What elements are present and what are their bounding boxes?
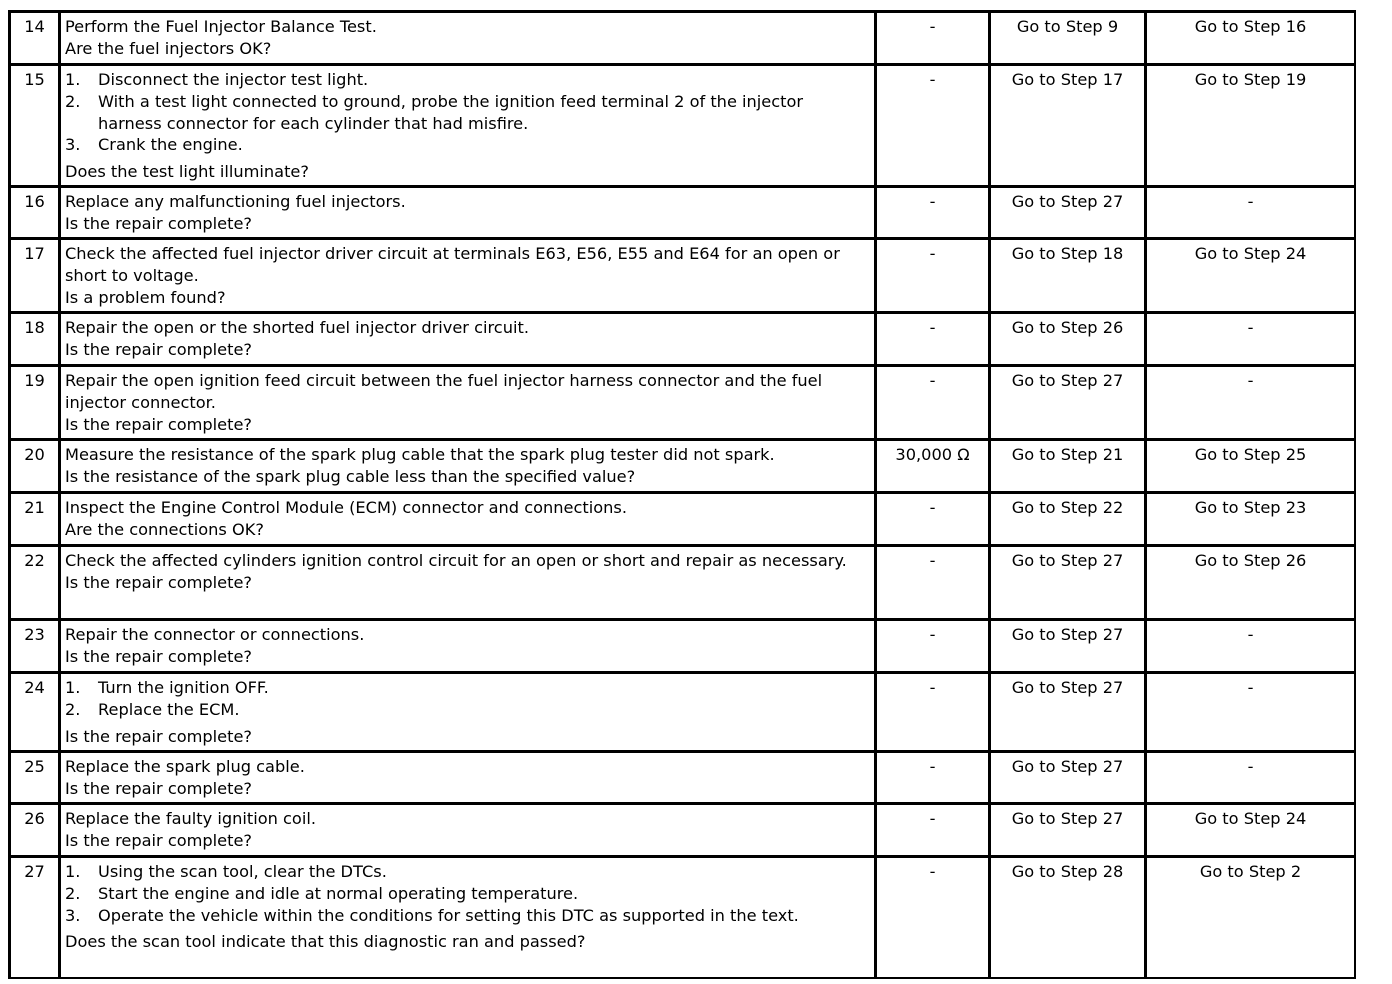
- action-list-item: [65, 91, 870, 135]
- action-question: Are the fuel injectors OK?: [65, 38, 272, 58]
- yes-cell: Go to Step 28: [990, 857, 1146, 979]
- step-number-cell: 17: [10, 239, 60, 313]
- action-question: Is the repair complete?: [65, 646, 253, 666]
- step-number-cell: 21: [10, 493, 60, 546]
- list-item-text: Replace the ECM.: [98, 699, 240, 719]
- table-row: [10, 620, 1356, 673]
- action-instruction: Measure the resistance of the spark plug cable that the spark plug tester did not spark.: [65, 445, 775, 464]
- yes-cell: Go to Step 27: [990, 804, 1146, 857]
- value-cell: -: [876, 620, 990, 673]
- action-question: Is the repair complete?: [65, 572, 253, 592]
- diagnostic-table-container: [8, 10, 1354, 979]
- yes-cell: Go to Step 27: [990, 673, 1146, 752]
- no-cell: Go to Step 23: [1146, 493, 1356, 546]
- action-cell: [60, 65, 876, 187]
- step-number-cell: 20: [10, 440, 60, 493]
- action-cell: [60, 673, 876, 752]
- step-number-cell: 19: [10, 366, 60, 440]
- action-instruction: Replace any malfunctioning fuel injectors.: [65, 192, 406, 211]
- action-instruction: Replace the spark plug cable.: [65, 757, 305, 776]
- table-row: [10, 546, 1356, 620]
- yes-cell: Go to Step 18: [990, 239, 1146, 313]
- action-list-item: [65, 69, 870, 91]
- value-cell: 30,000 Ω: [876, 440, 990, 493]
- action-instruction: Repair the open ignition feed circuit between the fuel injector harness connector and the fuel injector connector.: [65, 371, 823, 412]
- list-item-number: 1.: [65, 678, 81, 697]
- action-list-item: [65, 883, 870, 905]
- list-item-text: Crank the engine.: [98, 135, 243, 155]
- no-cell: Go to Step 19: [1146, 65, 1356, 187]
- action-instruction: Check the affected fuel injector driver circuit at terminals E63, E56, E55 and E64 for an open or short to voltage.: [65, 244, 840, 285]
- list-item-number: 3.: [65, 905, 81, 925]
- action-instruction: Check the affected cylinders ignition control circuit for an open or short and repair as necessary.: [65, 551, 847, 570]
- list-item-number: 1.: [65, 70, 81, 89]
- no-cell: -: [1146, 313, 1356, 366]
- list-item-text: Disconnect the injector test light.: [98, 70, 369, 89]
- list-item-number: 2.: [65, 91, 81, 111]
- table-row: [10, 673, 1356, 752]
- table-row: [10, 12, 1356, 65]
- action-cell: [60, 493, 876, 546]
- list-item-text: Operate the vehicle within the conditions for setting this DTC as supported in the text.: [98, 905, 799, 925]
- action-instruction: Perform the Fuel Injector Balance Test.: [65, 17, 377, 36]
- no-cell: Go to Step 25: [1146, 440, 1356, 493]
- step-number-cell: 18: [10, 313, 60, 366]
- yes-cell: Go to Step 17: [990, 65, 1146, 187]
- table-row: [10, 65, 1356, 187]
- action-list-item: [65, 905, 870, 927]
- action-cell: [60, 12, 876, 65]
- no-cell: -: [1146, 366, 1356, 440]
- action-cell: [60, 366, 876, 440]
- action-question: Are the connections OK?: [65, 519, 264, 539]
- action-instruction: Inspect the Engine Control Module (ECM) connector and connections.: [65, 498, 627, 517]
- action-question: Is the resistance of the spark plug cable less than the specified value?: [65, 466, 636, 486]
- action-cell: [60, 752, 876, 804]
- yes-cell: Go to Step 27: [990, 620, 1146, 673]
- value-cell: -: [876, 239, 990, 313]
- action-cell: [60, 804, 876, 857]
- no-cell: Go to Step 2: [1146, 857, 1356, 979]
- no-cell: Go to Step 26: [1146, 546, 1356, 620]
- action-question: Does the test light illuminate?: [65, 162, 309, 182]
- value-cell: -: [876, 752, 990, 804]
- action-step-list: [65, 677, 870, 721]
- table-row: [10, 239, 1356, 313]
- yes-cell: Go to Step 21: [990, 440, 1146, 493]
- diagnostic-table: [8, 10, 1356, 979]
- yes-cell: Go to Step 9: [990, 12, 1146, 65]
- value-cell: -: [876, 366, 990, 440]
- step-number-cell: 25: [10, 752, 60, 804]
- value-cell: -: [876, 12, 990, 65]
- value-cell: -: [876, 804, 990, 857]
- diagnostic-table-body: [10, 12, 1356, 979]
- step-number-cell: 16: [10, 187, 60, 239]
- list-item-number: 3.: [65, 135, 81, 155]
- value-cell: -: [876, 65, 990, 187]
- step-number-cell: 22: [10, 546, 60, 620]
- action-question: Is the repair complete?: [65, 726, 253, 746]
- step-number-cell: 26: [10, 804, 60, 857]
- no-cell: -: [1146, 752, 1356, 804]
- no-cell: Go to Step 24: [1146, 804, 1356, 857]
- list-item-text: Turn the ignition OFF.: [98, 678, 269, 697]
- action-question: Is the repair complete?: [65, 339, 253, 359]
- value-cell: -: [876, 857, 990, 979]
- action-instruction: Repair the open or the shorted fuel injector driver circuit.: [65, 318, 529, 337]
- action-list-item: [65, 699, 870, 721]
- step-number-cell: 23: [10, 620, 60, 673]
- action-cell: [60, 857, 876, 979]
- action-instruction: Repair the connector or connections.: [65, 625, 365, 644]
- table-row: [10, 857, 1356, 979]
- action-question: Is the repair complete?: [65, 414, 253, 434]
- table-row: [10, 752, 1356, 804]
- no-cell: Go to Step 24: [1146, 239, 1356, 313]
- list-item-number: 2.: [65, 883, 81, 903]
- no-cell: -: [1146, 620, 1356, 673]
- list-item-text: Start the engine and idle at normal operating temperature.: [98, 883, 579, 903]
- no-cell: Go to Step 16: [1146, 12, 1356, 65]
- value-cell: -: [876, 187, 990, 239]
- value-cell: -: [876, 673, 990, 752]
- action-step-list: [65, 861, 870, 926]
- step-number-cell: 27: [10, 857, 60, 979]
- list-item-number: 2.: [65, 699, 81, 719]
- yes-cell: Go to Step 26: [990, 313, 1146, 366]
- action-cell: [60, 313, 876, 366]
- yes-cell: Go to Step 27: [990, 187, 1146, 239]
- list-item-number: 1.: [65, 862, 81, 881]
- action-cell: [60, 546, 876, 620]
- action-question: Is the repair complete?: [65, 213, 253, 233]
- table-row: [10, 313, 1356, 366]
- no-cell: -: [1146, 673, 1356, 752]
- action-question: Is the repair complete?: [65, 778, 253, 798]
- no-cell: -: [1146, 187, 1356, 239]
- action-step-list: [65, 69, 870, 156]
- action-question: Is the repair complete?: [65, 830, 253, 850]
- step-number-cell: 24: [10, 673, 60, 752]
- table-row: [10, 804, 1356, 857]
- step-number-cell: 14: [10, 12, 60, 65]
- list-item-text: Using the scan tool, clear the DTCs.: [98, 862, 387, 881]
- action-question: Is a problem found?: [65, 287, 226, 307]
- yes-cell: Go to Step 27: [990, 366, 1146, 440]
- table-row: [10, 440, 1356, 493]
- action-cell: [60, 187, 876, 239]
- value-cell: -: [876, 493, 990, 546]
- action-cell: [60, 620, 876, 673]
- table-row: [10, 187, 1356, 239]
- table-row: [10, 366, 1356, 440]
- yes-cell: Go to Step 27: [990, 752, 1146, 804]
- action-list-item: [65, 134, 870, 156]
- action-instruction: Replace the faulty ignition coil.: [65, 809, 316, 828]
- action-question: Does the scan tool indicate that this diagnostic ran and passed?: [65, 932, 586, 952]
- action-cell: [60, 239, 876, 313]
- yes-cell: Go to Step 22: [990, 493, 1146, 546]
- yes-cell: Go to Step 27: [990, 546, 1146, 620]
- value-cell: -: [876, 313, 990, 366]
- step-number-cell: 15: [10, 65, 60, 187]
- action-list-item: [65, 861, 870, 883]
- table-row: [10, 493, 1356, 546]
- action-cell: [60, 440, 876, 493]
- list-item-text: With a test light connected to ground, probe the ignition feed terminal 2 of the injector harness connector for each cylinder that had misfire.: [98, 91, 804, 133]
- action-list-item: [65, 677, 870, 699]
- value-cell: -: [876, 546, 990, 620]
